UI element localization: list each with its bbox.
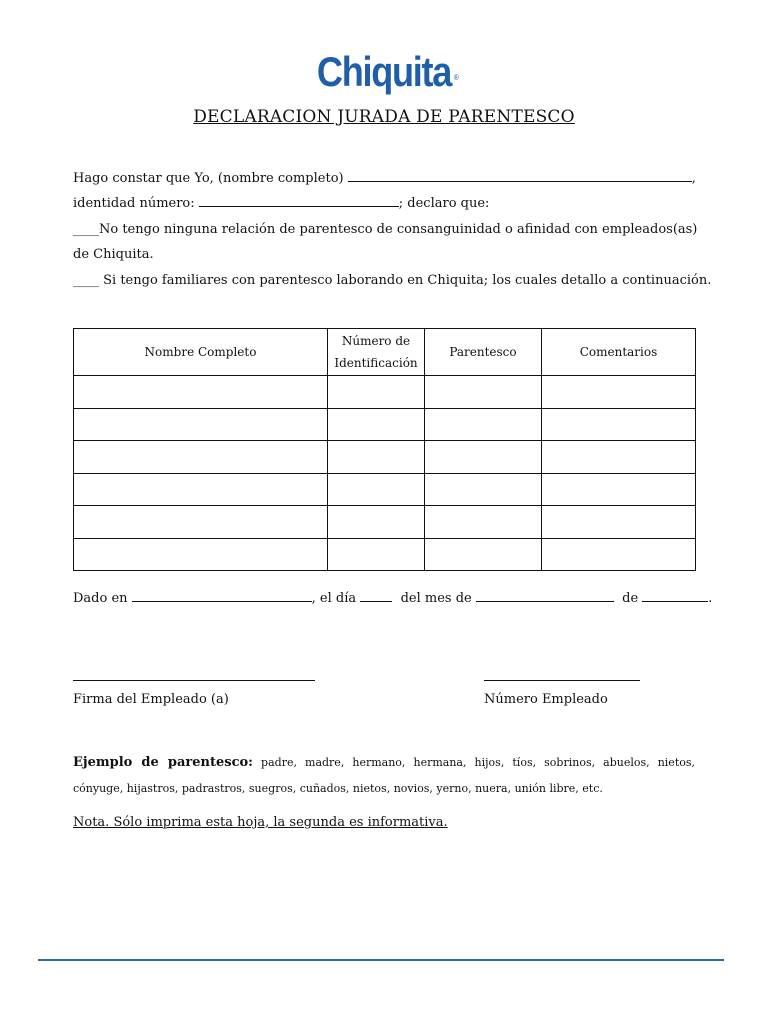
id-number-label: identidad número:: [73, 196, 195, 211]
place-blank[interactable]: [132, 591, 312, 602]
cell-relationship[interactable]: [425, 473, 542, 506]
year-blank[interactable]: [642, 591, 708, 602]
cell-id-number[interactable]: [328, 441, 425, 474]
chiquita-logo: [0, 46, 768, 98]
full-name-blank: [348, 171, 692, 182]
cell-comments[interactable]: [542, 441, 696, 474]
option-has-relatives: [73, 273, 711, 288]
cell-comments[interactable]: [542, 506, 696, 539]
cell-full-name[interactable]: [74, 506, 328, 539]
cell-full-name[interactable]: [74, 441, 328, 474]
employee-signature-label: Firma del Empleado (a): [73, 692, 229, 707]
el-dia-label: , el día: [311, 591, 357, 606]
cell-relationship[interactable]: [425, 441, 542, 474]
cell-id-number[interactable]: [328, 408, 425, 441]
document-title: DECLARACION JURADA DE PARENTESCO: [193, 107, 575, 127]
cell-full-name[interactable]: [74, 473, 328, 506]
option-has-relatives-checkbox: ____: [73, 273, 99, 288]
id-number-blank: [199, 196, 399, 207]
cell-comments[interactable]: [542, 408, 696, 441]
cell-comments[interactable]: [542, 376, 696, 409]
examples-label: Ejemplo de parentesco:: [73, 755, 253, 770]
relationship-examples: [73, 750, 695, 802]
employee-signature-line[interactable]: [73, 680, 315, 681]
cell-id-number[interactable]: [328, 506, 425, 539]
cell-relationship[interactable]: [425, 506, 542, 539]
del-mes-de-label: del mes de: [400, 591, 472, 606]
day-blank[interactable]: [360, 591, 392, 602]
cell-id-number[interactable]: [328, 376, 425, 409]
option-no-relation-checkbox: ____: [73, 222, 99, 237]
table-header-row: [74, 329, 696, 376]
examples-text: padre, madre, hermano, hermana, hijos, tíos, sobrinos, abuelos, nietos, cónyuge, hijastros, padrastros, suegros, cuñados, nietos, novios, yerno, nuera, unión libre, etc.: [73, 756, 696, 795]
header-id-number: Número de Identificación: [328, 329, 425, 376]
declaro-que-text: ; declaro que:: [398, 196, 490, 211]
dado-en-label: Dado en: [73, 591, 128, 606]
header-comments: Comentarios: [542, 329, 696, 376]
full-name-suffix: ,: [691, 171, 696, 186]
cell-id-number[interactable]: [328, 473, 425, 506]
full-name-line: [73, 171, 696, 186]
option-no-relation-text: No tengo ninguna relación de parentesco de consanguinidad o afinidad con empleados(as): [99, 222, 698, 237]
option-has-relatives-text: Si tengo familiares con parentesco laborando en Chiquita; los cuales detallo a continuación.: [103, 273, 712, 288]
cell-relationship[interactable]: [425, 538, 542, 571]
print-note: Nota. Sólo imprima esta hoja, la segunda es informativa.: [73, 815, 448, 830]
cell-full-name[interactable]: [74, 376, 328, 409]
header-full-name: Nombre Completo: [74, 329, 328, 376]
option-no-relation: [73, 222, 698, 237]
registered-mark: ®: [453, 73, 459, 82]
cell-comments[interactable]: [542, 473, 696, 506]
employee-number-line[interactable]: [484, 680, 640, 681]
cell-relationship[interactable]: [425, 408, 542, 441]
relatives-table: [73, 328, 696, 571]
logo-text: Chiquita: [316, 48, 452, 95]
option-no-relation-continuation: de Chiquita.: [73, 247, 154, 262]
footer-divider: [38, 959, 724, 961]
table-row: [74, 506, 696, 539]
year-de-label: de: [622, 591, 639, 606]
cell-id-number[interactable]: [328, 538, 425, 571]
header-relationship: Parentesco: [425, 329, 542, 376]
place-date-end: .: [708, 591, 713, 606]
table-row: [74, 376, 696, 409]
table-row: [74, 473, 696, 506]
cell-relationship[interactable]: [425, 376, 542, 409]
id-number-line: [73, 196, 489, 211]
place-date-line: [73, 591, 713, 606]
table-row: [74, 441, 696, 474]
employee-number-label: Número Empleado: [484, 692, 608, 707]
table-row: [74, 538, 696, 571]
cell-full-name[interactable]: [74, 408, 328, 441]
cell-full-name[interactable]: [74, 538, 328, 571]
month-blank[interactable]: [476, 591, 614, 602]
full-name-label: Hago constar que Yo, (nombre completo): [73, 171, 344, 186]
cell-comments[interactable]: [542, 538, 696, 571]
table-row: [74, 408, 696, 441]
